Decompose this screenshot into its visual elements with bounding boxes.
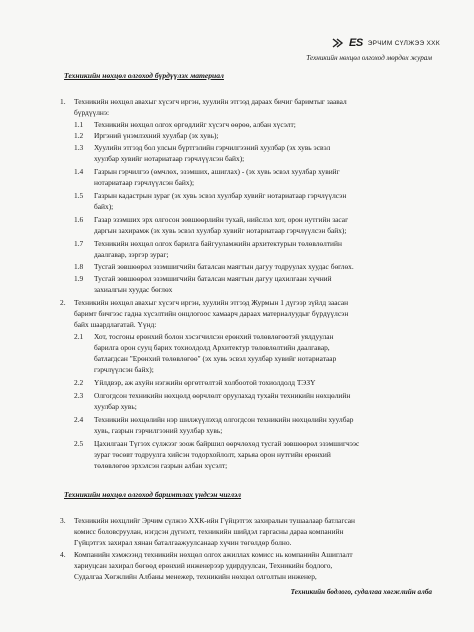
company-name: ЭРЧИМ СҮЛЖЭЭ ХХК [367,39,440,47]
subitem-text-line: байх); [94,202,114,211]
subitem-text-line: Хот, тосгоны ерөнхий болон хэсэгчилсэн ерөнхий төлөвлөгөөтэй уялдуулан [94,332,334,341]
section-heading-principles: Техникийн нөхцөл олгоход баримтлах үндсэн чиглэл [64,490,242,499]
subitem-text-line: Олгогдсон техникийн нөхцөлд өөрчлөлт оруулахад тухайн техникийн нөхцөлийн [94,391,351,400]
subitem-text-line: зураг төсөвт тодруулга хийсэн тодорхойлолт, харьяа орон нутгийн ерөнхий [94,450,331,459]
item-text-line: Техникийн нөхцөл авахыг хүсэгч иргэн, хуулийн этгээд дараах бичиг баримтыг заавал [74,97,347,106]
subitem-text-line: хуулбар хувь; [94,402,137,411]
item-text-line: Гүйцэтгэх захирал хянан баталгаажуулсанаар хүчин төгөлдөр болно. [74,538,292,547]
subitem-text-line: батлагдсан "Ерөнхий төлөвлөгөө" (эх хувь эсвэл хуулбар хувийг нотариатаар [94,354,337,363]
item-number: 3. [60,516,66,525]
subitem-text-line: Үйлдвэр, аж ахуйн нэгжийн өргөтгөлтэй холбоотой тохиолдолд ТЭЗҮ [94,378,316,387]
subitem-text-line: нотариатаар гэрчлүүлсэн байх); [94,178,195,187]
item-text-line: хариуцсан захирал бөгөөд ерөнхий инженерээр удирдуулсан, Техникийн бодлого, [74,561,333,570]
subitem-text-line: даргын захирамж (эх хувь эсвэл хуулбар хувийг нотариатаар гэрчлүүлсэн байх); [94,226,347,235]
subitem-number: 1.6 [74,215,84,224]
subitem-text-line: Техникийн нөхцөл олгох өргөдлийг хүсэгч өөрөө, албан хүсэлт; [94,120,296,129]
subitem-number: 1.1 [74,120,84,129]
subitem-text-line: Техникийн нөхцөлийн нэр шилжүүлэхэд олгогдсон техникийн нөхцөлийн хуулбар [94,415,354,424]
subitem-number: 1.9 [74,274,84,283]
subitem-text-line: захиалгын хуудас бөглөх [94,285,173,294]
subitem-text-line: төлөвлөгөө эрхэлсэн газрын албан хүсэлт; [94,461,228,470]
subitem-number: 1.3 [74,143,84,152]
subitem-number: 2.5 [74,439,84,448]
subitem-text-line: даалгавар, зэргэр зураг; [94,250,169,259]
subitem-text-line: Техникийн нөхцөл олгох барилга байгууламжийн архитектурын төлөвлөлтийн [94,239,342,248]
section-heading-materials: Техникийн нөхцөл олгоход бүрдүүлэх материал [64,71,224,80]
logo-mark-icon [332,38,346,48]
item-number: 4. [60,550,66,559]
item-number: 2. [60,298,66,307]
item-text-line: байх шаардлагатай. Үүнд: [74,320,157,329]
subitem-text-line: Газрын кадастрын зураг (эх хувь эсвэл хуулбар хувийг нотариатаар гэрчлүүлсэн [94,191,347,200]
subitem-number: 2.2 [74,378,84,387]
subitem-text-line: хуулбар хувийг нотариатаар гэрчлүүлсэн байх); [94,154,245,163]
page-footer: Техникийн бодлого, судалгаа хөгжлийн алба [290,588,432,596]
subitem-text-line: Тусгай зөвшөөрөл эзэмшигчийн баталсан маягтын дагуу цахилгаан хүчний [94,274,332,283]
item-text-line: бүрдүүлнэ: [74,108,110,117]
company-logo [332,37,440,49]
subitem-text-line: Иргэний үнэмлэхний хуулбар (эх хувь); [94,131,219,140]
subitem-text-line: Газрын гэрчилгээ (өмчлөх, эзэмших, ашиглах) - (эх хувь эсвэл хуулбар хувийг [94,167,340,176]
item-text-line: комисс боловсруулан, нэгдсэн дүгнэлт, техникийн шийдэл гаргасны дараа компанийн [74,527,344,536]
subitem-text-line: хувь, газрын гэрчилгээний хуулбар хувь; [94,426,223,435]
item-text-line: Техникийн нөхцөл авахыг хүсэгч иргэн, хуулийн этгээд Журмын 1 дүгээр зүйлд заасан [74,298,349,307]
subitem-text-line: Хуулийн этгээд бол улсын бүртгэлийн гэрчилгээний хуулбар (эх хувь эсвэл [94,143,331,152]
subitem-text-line: гэрчлүүлсэн байх); [94,365,154,374]
logo-text: ES [349,37,363,49]
subitem-number: 1.7 [74,239,84,248]
subitem-number: 1.5 [74,191,84,200]
subitem-number: 1.4 [74,167,84,176]
subitem-number: 1.8 [74,262,84,271]
subitem-text-line: барилга орон сууц барих тохиолдолд Архитектур төлөвлөлтийн даалгавар, [94,343,330,352]
item-text-line: баримт бичгээс гадна хүсэлтийн онцлогоос хамаарч дараах материалуудыг бүрдүүлсэн [74,309,349,318]
item-text-line: Судалгаа Хөгжлийн Албаны менежер, техникийн нөхцөл олголтын инженер, [74,572,317,581]
subitem-number: 2.4 [74,415,84,424]
subitem-number: 2.3 [74,391,84,400]
subitem-number: 2.1 [74,332,84,341]
subitem-text-line: Газар эзэмших эрх олгосон зөвшөөрлийн тухай, нийслэл хот, орон нутгийн засаг [94,215,349,224]
item-text-line: Компанийн хэмжээнд техникийн нөхцөл олгох ажиллах комисс нь компанийн Ашиглалт [74,550,353,559]
document-subtitle: Техникийн нөхцөл олгоход мөрдөх журам [306,54,432,62]
item-number: 1. [60,97,66,106]
subitem-number: 1.2 [74,131,84,140]
item-text-line: Техникийн нөхцлийг Эрчим сүлжээ ХХК-ийн Гүйцэтгэх захиралын тушаалаар батлагсан [74,516,355,525]
subitem-text-line: Цахилгаан Түгээх сүлжээг зоож байршил өөрчлөхөд тусгай зөвшөөрөл эзэмшигчээс [94,439,360,448]
subitem-text-line: Тусгай зөвшөөрөл эзэмшигчийн баталсан маягтын дагуу тодруулах хуудас бөглөх. [94,262,354,271]
